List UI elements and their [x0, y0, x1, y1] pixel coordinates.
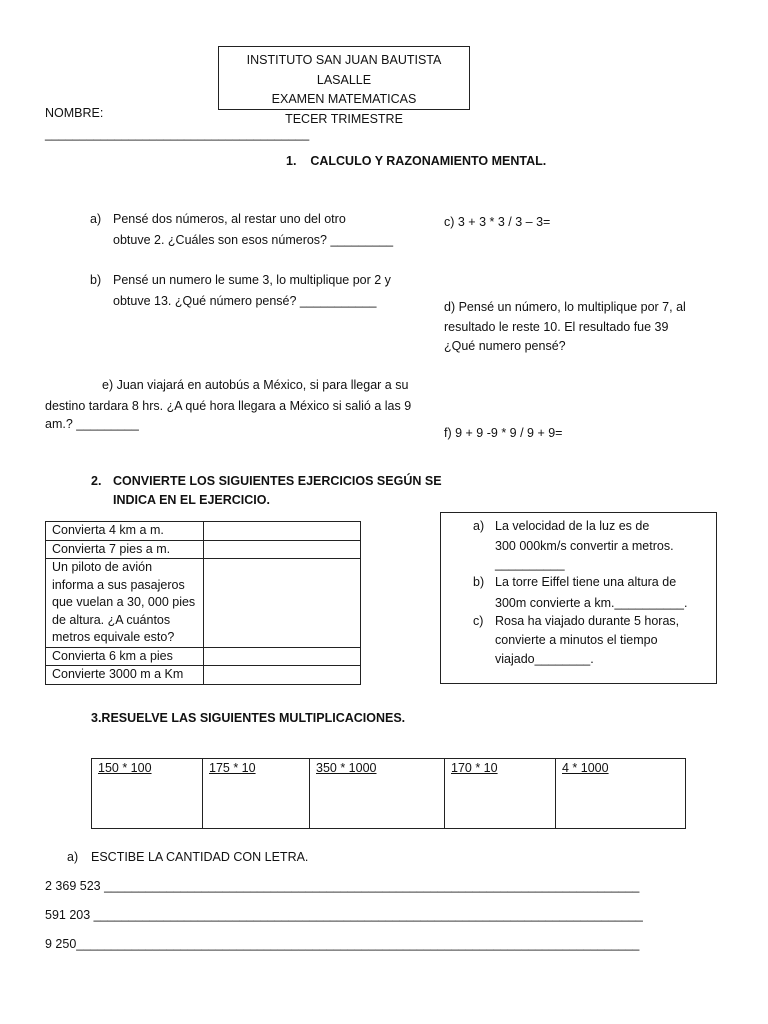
box-c-line2: convierte a minutos el tiempo: [495, 633, 658, 647]
section2-title-line2: INDICA EN EL EJERCICIO.: [113, 493, 270, 507]
multiplication-cell[interactable]: 150 * 100: [92, 759, 203, 829]
table-row: [46, 540, 361, 559]
answer-cell[interactable]: [204, 522, 361, 541]
box-c-line3: viajado________.: [495, 652, 594, 666]
box-c-line1: Rosa ha viajado durante 5 horas,: [495, 614, 680, 628]
table-cell: Convierte 3000 m a Km: [46, 666, 204, 685]
section3-a-text: ESCTIBE LA CANTIDAD CON LETRA.: [91, 850, 309, 864]
answer-cell[interactable]: [204, 540, 361, 559]
table-row: [46, 559, 361, 648]
number-words-line-3[interactable]: 9 250_________________________________________________________________________________: [45, 937, 640, 951]
table-cell: Un piloto de avión informa a sus pasajeros que vuelan a 30, 000 pies de altura. ¿A cuántos metros equivale esto?: [46, 559, 204, 648]
table-cell: Convierta 4 km a m.: [46, 522, 204, 541]
table-cell: Convierta 7 pies a m.: [46, 540, 204, 559]
multiplication-cell[interactable]: 175 * 10: [203, 759, 310, 829]
box-c-label: c): [473, 614, 484, 628]
answer-cell[interactable]: [204, 647, 361, 666]
multiplication-cell[interactable]: 350 * 1000: [310, 759, 445, 829]
multiplication-table: [91, 758, 686, 829]
multiplication-cell[interactable]: 170 * 10: [445, 759, 556, 829]
name-label: NOMBRE:: [45, 106, 104, 120]
school-name: INSTITUTO SAN JUAN BAUTISTA LASALLE: [246, 53, 442, 87]
section1-number: 1.: [286, 154, 297, 168]
section1-heading: CALCULO Y RAZONAMIENTO MENTAL.: [310, 154, 547, 168]
section2-title-line1: CONVIERTE LOS SIGUIENTES EJERCICIOS SEGÚN SE: [113, 474, 442, 488]
name-line: ______________________________________: [45, 127, 310, 141]
conversion-side-box: [440, 512, 717, 684]
section1-title: [286, 151, 546, 171]
box-b-line1: La torre Eiffel tiene una altura de: [495, 575, 677, 589]
box-a-label: a): [473, 519, 485, 533]
answer-cell[interactable]: [204, 559, 361, 648]
multiplication-cell[interactable]: 4 * 1000: [556, 759, 686, 829]
number-words-line-1[interactable]: 2 369 523 _____________________________________________________________________________: [45, 879, 640, 893]
table-row: [92, 759, 686, 829]
section3-a-label: a): [67, 850, 79, 864]
question-1e-line3: am.? _________: [45, 417, 139, 431]
question-1a-line1: Pensé dos números, al restar uno del otro: [113, 212, 346, 226]
box-b-label: b): [473, 575, 485, 589]
exam-title: EXAMEN MATEMATICAS: [271, 92, 417, 106]
question-1b-line1: Pensé un numero le sume 3, lo multiplique por 2 y: [113, 273, 391, 287]
question-1a-label: a): [90, 212, 102, 226]
question-1b-label: b): [90, 273, 102, 287]
question-1d-line2: resultado le reste 10. El resultado fue 39: [444, 320, 669, 334]
conversion-table: [45, 521, 361, 685]
question-1a-line2: obtuve 2. ¿Cuáles son esos números? _________: [113, 233, 394, 247]
box-a-line2: 300 000km/s convertir a metros.: [495, 539, 674, 553]
question-1c: c) 3 + 3 * 3 / 3 – 3=: [444, 215, 551, 229]
question-1e-line1: e) Juan viajará en autobús a México, si para llegar a su: [102, 378, 409, 392]
question-1f: f) 9 + 9 -9 * 9 / 9 + 9=: [444, 426, 563, 440]
table-row: [46, 522, 361, 541]
section3-title: 3.RESUELVE LAS SIGUIENTES MULTIPLICACIONES.: [91, 711, 406, 725]
table-row: [46, 666, 361, 685]
box-a-line3: __________: [495, 557, 565, 571]
section2-number: 2.: [91, 474, 102, 488]
box-b-line2: 300m convierte a km.__________.: [495, 596, 688, 610]
question-1d-line1: d) Pensé un número, lo multiplique por 7, al: [444, 300, 686, 314]
box-a-line1: La velocidad de la luz es de: [495, 519, 650, 533]
table-cell: Convierta 6 km a pies: [46, 647, 204, 666]
question-1b-line2: obtuve 13. ¿Qué número pensé? ___________: [113, 294, 377, 308]
question-1e-line2: destino tardara 8 hrs. ¿A qué hora llegara a México si salió a las 9: [45, 399, 412, 413]
header-box: [218, 46, 470, 126]
table-row: [46, 647, 361, 666]
question-1d-line3: ¿Qué numero pensé?: [444, 339, 566, 353]
number-words-line-2[interactable]: 591 203 _______________________________________________________________________________: [45, 908, 643, 922]
term-label: TECER TRIMESTRE: [285, 111, 403, 126]
answer-cell[interactable]: [204, 666, 361, 685]
